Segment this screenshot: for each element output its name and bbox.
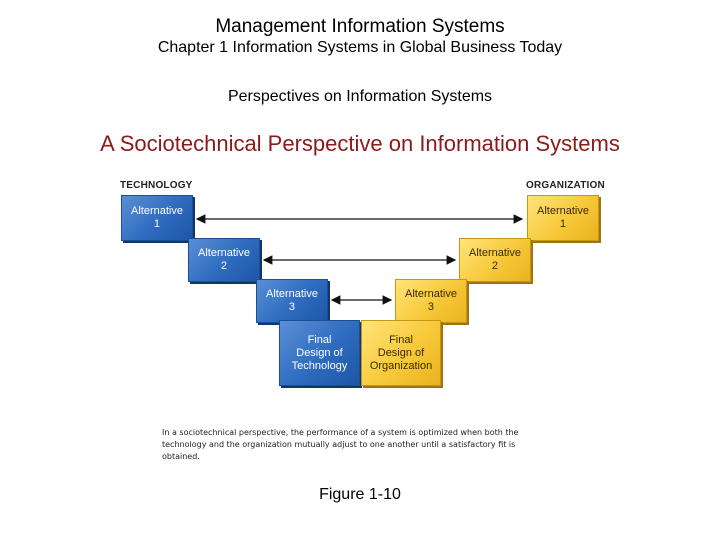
organization-alternative-2-box: Alternative 2 (459, 238, 531, 282)
technology-alternative-2-box: Alternative 2 (188, 238, 260, 282)
organization-label: ORGANIZATION (526, 180, 605, 191)
course-title: Management Information Systems (215, 16, 505, 37)
technology-label: TECHNOLOGY (120, 180, 193, 191)
final-design-organization-box: Final Design of Organization (361, 320, 441, 386)
figure-caption: In a sociotechnical perspective, the performance of a system is optimized when both the technology and the organization mutually adjust to one another until a satisfactory fit is obtained. (162, 428, 519, 461)
organization-alternative-1-box: Alternative 1 (527, 195, 599, 241)
chapter-title: Chapter 1 Information Systems in Global Business Today (157, 39, 563, 56)
final-design-technology-box: Final Design of Technology (279, 320, 360, 386)
figure-label: Figure 1-10 (319, 486, 401, 503)
slide-title: A Sociotechnical Perspective on Information Systems (100, 131, 620, 156)
organization-alternative-3-box: Alternative 3 (395, 279, 467, 323)
technology-alternative-1-box: Alternative 1 (121, 195, 193, 241)
section-title: Perspectives on Information Systems (227, 88, 493, 105)
technology-alternative-3-box: Alternative 3 (256, 279, 328, 323)
